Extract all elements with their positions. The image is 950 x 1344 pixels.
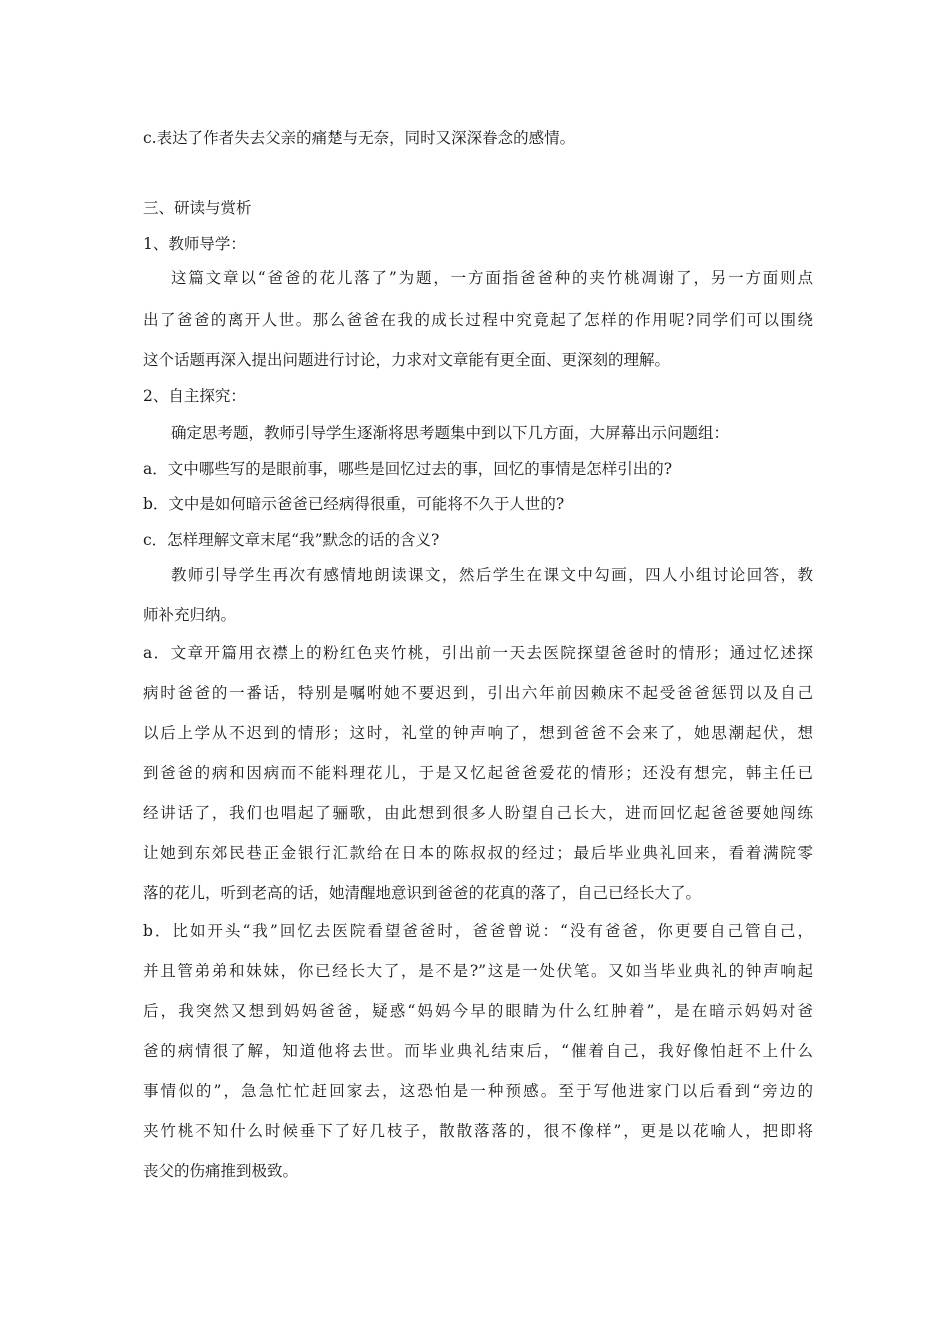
paragraph-line: 教师引导学生再次有感情地朗读课文，然后学生在课文中勾画，四人小组讨论回答，教 <box>171 566 813 584</box>
paragraph-line: 这个话题再深入提出问题进行讨论，力求对文章能有更全面、更深刻的理解。 <box>143 351 671 369</box>
answer-a-line: 经讲话了，我们也唱起了骊歌，由此想到很多人盼望自己长大，进而回忆起爸爸要她闯练 <box>143 804 813 822</box>
answer-a-line: 到爸爸的病和因病而不能料理花儿，于是又忆起爸爸爱花的情形；还没有想完，韩主任已 <box>143 764 813 782</box>
paragraph-line: 师补充归纳。 <box>143 606 237 624</box>
question-c: c．怎样理解文章末尾“我”默念的话的含义? <box>143 531 440 549</box>
question-b: b．文中是如何暗示爸爸已经病得很重，可能将不久于人世的? <box>143 495 565 513</box>
answer-b-line: 丧父的伤痛推到极致。 <box>143 1162 299 1180</box>
answer-a-line: 以后上学从不迟到的情形；这时，礼堂的钟声响了，想到爸爸不会来了，她思潮起伏，想 <box>143 724 813 742</box>
paragraph-line: 这篇文章以“爸爸的花儿落了”为题，一方面指爸爸种的夹竹桃凋谢了，另一方面则点 <box>171 269 813 287</box>
answer-b-line: 后，我突然又想到妈妈爸爸，疑惑“妈妈今早的眼睛为什么红肿着”，是在暗示妈妈对爸 <box>143 1002 813 1020</box>
question-a: a．文中哪些写的是眼前事，哪些是回忆过去的事，回忆的事情是怎样引出的? <box>143 460 673 478</box>
summary-line-c: c.表达了作者失去父亲的痛楚与无奈，同时又深深眷念的感情。 <box>143 129 576 147</box>
answer-a-line: a．文章开篇用衣襟上的粉红色夹竹桃，引出前一天去医院探望爸爸时的情形；通过忆述探 <box>143 644 813 662</box>
subheading-teacher-guide: 1、教师导学： <box>143 235 246 253</box>
subheading-self-explore: 2、自主探究： <box>143 387 246 405</box>
answer-b-line: 并且管弟弟和妹妹，你已经长大了，是不是?”这是一处伏笔。又如当毕业典礼的钟声响起 <box>143 962 813 980</box>
paragraph-line: 出了爸爸的离开人世。那么爸爸在我的成长过程中究竟起了怎样的作用呢?同学们可以围绕 <box>143 311 813 329</box>
answer-b-line: 事情似的”，急急忙忙赶回家去，这恐怕是一种预感。至于写他进家门以后看到“旁边的 <box>143 1082 813 1100</box>
answer-b-line: 夹竹桃不知什么时候垂下了好几枝子，散散落落的，很不像样”，更是以花喻人，把即将 <box>143 1122 813 1140</box>
answer-b-line: b．比如开头“我”回忆去医院看望爸爸时，爸爸曾说：“没有爸爸，你更要自己管自己， <box>143 922 813 940</box>
answer-b-line: 爸的病情很了解，知道他将去世。而毕业典礼结束后，“催着自己，我好像怕赶不上什么 <box>143 1042 813 1060</box>
answer-a-line: 让她到东郊民巷正金银行汇款给在日本的陈叔叔的经过；最后毕业典礼回来，看着满院零 <box>143 844 813 862</box>
answer-a-line: 病时爸爸的一番话，特别是嘱咐她不要迟到，引出六年前因赖床不起受爸爸惩罚以及自己 <box>143 684 813 702</box>
answer-a-line: 落的花儿，听到老高的话，她清醒地意识到爸爸的花真的落了，自己已经长大了。 <box>143 884 702 902</box>
section-heading: 三、研读与赏析 <box>143 199 252 217</box>
paragraph-line: 确定思考题，教师引导学生逐渐将思考题集中到以下几方面，大屏幕出示问题组： <box>171 424 730 442</box>
